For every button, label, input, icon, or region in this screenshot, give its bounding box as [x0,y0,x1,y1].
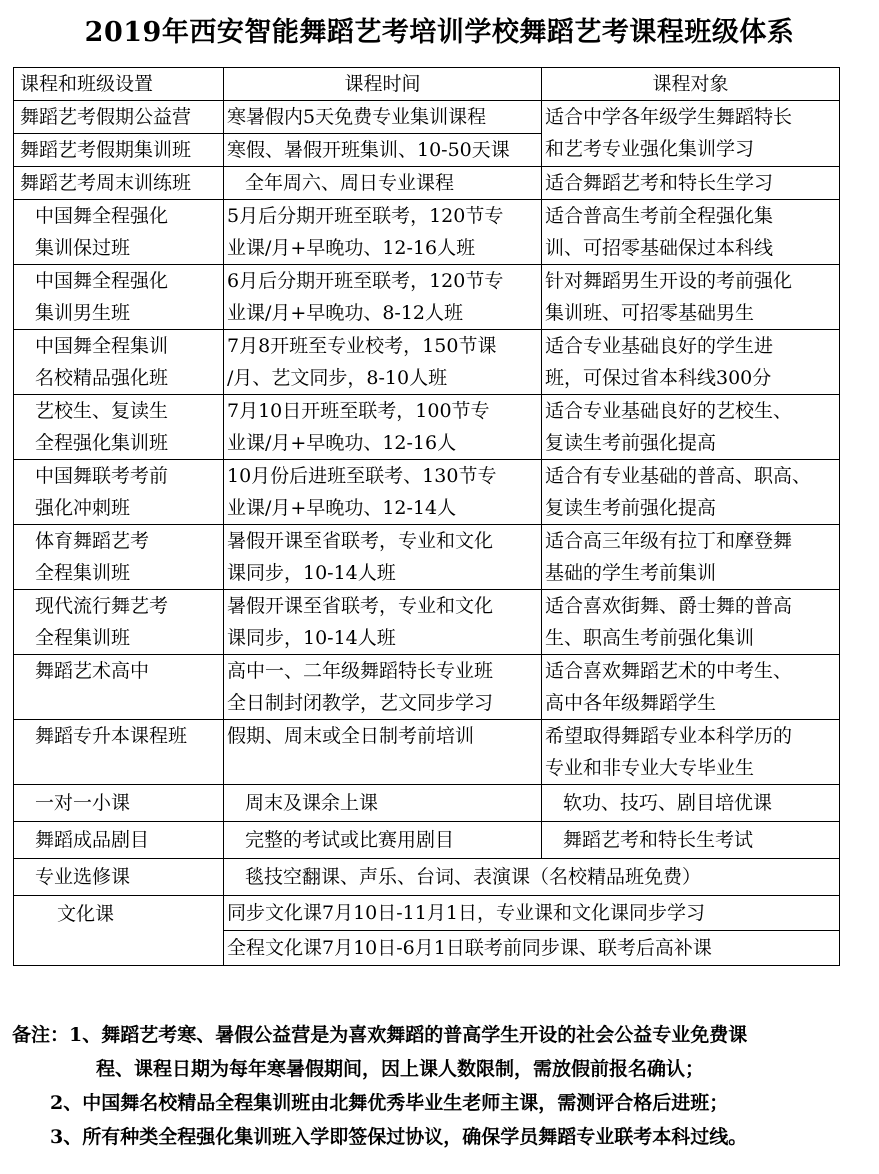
class-target: 班，可保过省本科线300分 [545,367,772,389]
class-time: 业课/月+早晚功、8-12人班 [227,302,464,324]
class-target: 适合舞蹈艺考和特长生学习 [545,172,774,194]
class-name: 强化冲刺班 [35,497,131,519]
class-name: 集训男生班 [35,302,131,324]
class-target: 适合专业基础良好的艺校生、 [545,400,793,422]
class-name: 名校精品强化班 [35,367,169,389]
class-target: 高中各年级舞蹈学生 [545,692,717,714]
table-row [14,330,840,395]
table-row [14,200,840,265]
class-name-cell [14,525,224,590]
class-name: 舞蹈艺考周末训练班 [20,172,192,194]
class-time: 5月后分期开班至联考，120节专 [227,205,504,227]
culture-line-cell [224,931,840,966]
class-name: 集训保过班 [35,237,131,259]
time-cell [224,200,542,265]
class-target: 基础的学生考前集训 [545,562,717,584]
table-row [14,101,840,134]
class-target: 专业和非专业大专毕业生 [545,757,755,779]
class-time: 周末及课余上课 [245,792,379,814]
elective-content-cell [224,859,840,896]
class-time: 课同步，10-14人班 [227,562,396,584]
note-1-continued: 程、课程日期为每年寒暑假期间，因上课人数限制，需放假前报名确认； [96,1058,705,1080]
class-name: 专业选修课 [35,866,131,888]
time-cell [224,720,542,785]
class-name: 全程强化集训班 [35,432,169,454]
class-time: 暑假开课至省联考，专业和文化 [227,530,494,552]
table-row [14,395,840,460]
class-time: 业课/月+早晚功、12-14人 [227,497,457,519]
class-time: /月、艺文同步，8-10人班 [227,367,448,389]
header-label: 课程时间 [344,73,421,95]
time-cell [224,655,542,720]
class-name: 舞蹈艺考假期公益营 [20,106,192,128]
target-cell [542,785,840,822]
class-target: 适合喜欢街舞、爵士舞的普高 [545,595,793,617]
header-label: 课程对象 [652,73,729,95]
class-name: 现代流行舞艺考 [35,595,169,617]
table-row [14,460,840,525]
class-name-cell [14,330,224,395]
culture-row [14,896,840,931]
class-target: 和艺考专业强化集训学习 [545,138,755,160]
target-cell [542,200,840,265]
target-cell [542,590,840,655]
class-name: 一对一小课 [35,792,131,814]
class-target: 适合专业基础良好的学生进 [545,335,774,357]
class-name-cell [14,101,224,134]
note-2: 2、中国舞名校精品全程集训班由北舞优秀毕业生老师主课，需测评合格后进班； [50,1092,729,1114]
table-row [14,822,840,859]
class-target: 适合中学各年级学生舞蹈特长 [545,106,793,128]
target-cell [542,720,840,785]
target-cell [542,395,840,460]
table-row [14,655,840,720]
note-3: 3、所有种类全程强化集训班入学即签保过协议，确保学员舞蹈专业联考本科过线。 [50,1126,748,1148]
class-time: 寒暑假内5天免费专业集训课程 [227,106,487,128]
course-table [13,67,840,966]
class-name: 艺校生、复读生 [35,400,169,422]
culture-line: 同步文化课7月10日-11月1日，专业课和文化课同步学习 [227,902,705,924]
class-time: 全日制封闭教学，艺文同步学习 [227,692,494,714]
class-time: 全年周六、周日专业课程 [245,172,455,194]
class-time: 业课/月+早晚功、12-16人 [227,432,457,454]
time-cell [224,395,542,460]
target-cell [542,330,840,395]
class-name-cell [14,590,224,655]
class-name-cell [14,265,224,330]
class-time: 10月份后进班至联考、130节专 [227,465,497,487]
class-name-cell [14,785,224,822]
time-cell [224,525,542,590]
time-cell [224,167,542,200]
target-cell [542,460,840,525]
class-target: 软功、技巧、剧目培优课 [563,792,773,814]
class-time: 暑假开课至省联考，专业和文化 [227,595,494,617]
time-cell [224,822,542,859]
time-cell [224,590,542,655]
target-cell [542,822,840,859]
class-target: 希望取得舞蹈专业本科学历的 [545,725,793,747]
class-name: 舞蹈艺术高中 [35,660,150,682]
target-cell [542,265,840,330]
elective-row [14,859,840,896]
target-cell [542,655,840,720]
target-cell [542,525,840,590]
class-name: 体育舞蹈艺考 [35,530,150,552]
class-target: 舞蹈艺考和特长生考试 [563,829,754,851]
class-name-cell [14,134,224,167]
table-row [14,590,840,655]
target-cell [542,101,840,167]
culture-line: 全程文化课7月10日-6月1日联考前同步课、联考后高补课 [227,937,712,959]
header-class [14,68,224,101]
class-name: 中国舞全程强化 [35,205,169,227]
table-row [14,785,840,822]
class-name: 中国舞全程强化 [35,270,169,292]
class-target: 复读生考前强化提高 [545,497,717,519]
page-title: 2019年西安智能舞蹈艺考培训学校舞蹈艺考课程班级体系 [84,17,795,48]
class-time: 7月8开班至专业校考，150节课 [227,335,497,357]
class-name: 中国舞联考考前 [35,465,169,487]
time-cell [224,134,542,167]
class-target: 适合有专业基础的普高、职高、 [545,465,812,487]
class-name: 舞蹈专升本课程班 [35,725,188,747]
target-cell [542,167,840,200]
class-name: 全程集训班 [35,562,131,584]
class-target: 复读生考前强化提高 [545,432,717,454]
class-name: 舞蹈艺考假期集训班 [20,139,192,161]
class-name: 文化课 [57,903,115,925]
class-time: 6月后分期开班至联考，120节专 [227,270,504,292]
table-row [14,525,840,590]
class-target: 针对舞蹈男生开设的考前强化 [545,270,793,292]
elective-content: 毯技空翻课、声乐、台词、表演课（名校精品班免费） [245,866,702,888]
class-name: 全程集训班 [35,627,131,649]
header-label: 课程和班级设置 [20,73,154,95]
class-time: 业课/月+早晚功、12-16人班 [227,237,476,259]
culture-line-cell [224,896,840,931]
class-time: 寒假、暑假开班集训、10-50天课 [227,139,510,161]
class-target: 适合高三年级有拉丁和摩登舞 [545,530,793,552]
class-name-cell [14,720,224,785]
class-target: 集训班、可招零基础男生 [545,302,755,324]
time-cell [224,460,542,525]
class-name-cell [14,896,224,966]
time-cell [224,330,542,395]
time-cell [224,101,542,134]
class-time: 完整的考试或比赛用剧目 [245,829,455,851]
class-name-cell [14,859,224,896]
class-target: 生、职高生考前强化集训 [545,627,755,649]
header-target [542,68,840,101]
class-name-cell [14,460,224,525]
notes [12,1018,872,1154]
table-header-row [14,68,840,101]
class-name-cell [14,822,224,859]
time-cell [224,265,542,330]
class-name-cell [14,200,224,265]
table-row [14,265,840,330]
header-time [224,68,542,101]
class-name-cell [14,655,224,720]
class-target: 适合喜欢舞蹈艺术的中考生、 [545,660,793,682]
class-target: 适合普高生考前全程强化集 [545,205,774,227]
class-time: 课同步，10-14人班 [227,627,396,649]
time-cell [224,785,542,822]
table-row [14,720,840,785]
class-name: 中国舞全程集训 [35,335,169,357]
class-target: 训、可招零基础保过本科线 [545,237,774,259]
class-name-cell [14,167,224,200]
class-time: 高中一、二年级舞蹈特长专业班 [227,660,494,682]
note-1: 备注：1、舞蹈艺考寒、暑假公益营是为喜欢舞蹈的普高学生开设的社会公益专业免费课 [12,1024,748,1046]
class-time: 7月10日开班至联考，100节专 [227,400,490,422]
class-time: 假期、周末或全日制考前培训 [227,725,475,747]
class-name-cell [14,395,224,460]
table-row [14,167,840,200]
class-name: 舞蹈成品剧目 [35,829,150,851]
